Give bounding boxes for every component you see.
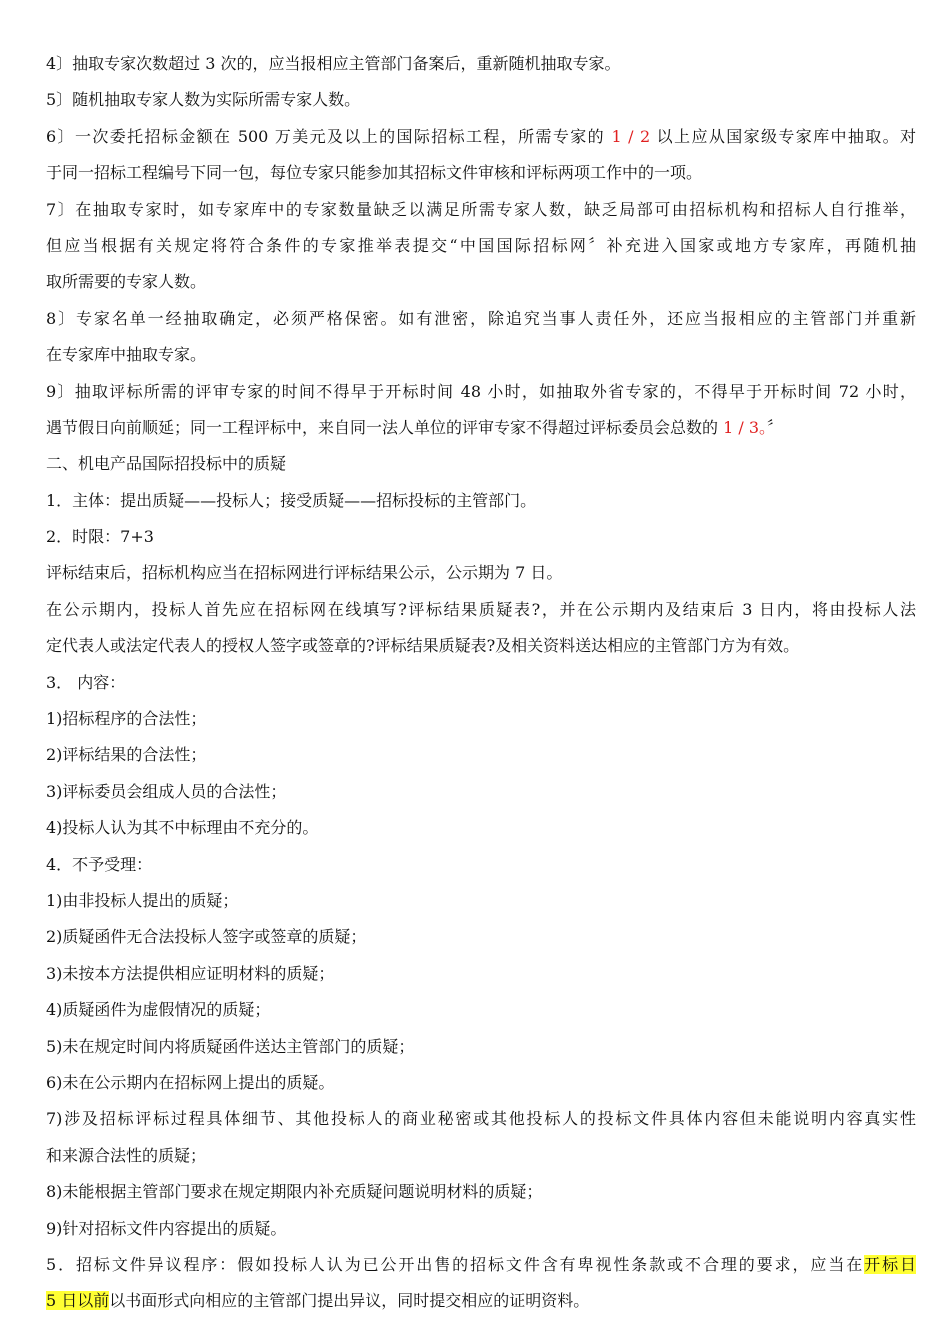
text-segment: 3)评标委员会组成人员的合法性； [46,781,287,801]
text-segment: 〞 [767,417,784,437]
text-line [46,555,916,591]
text-line [46,1247,916,1283]
text-segment: 1)由非投标人提出的质疑； [46,890,239,910]
text-segment: 定代表人或法定代表人的授权人签字或签章的?评标结果质疑表?及相关资料送达相应的主管部门方为有效。 [46,636,800,656]
text-segment: 取所需要的专家人数。 [46,272,207,292]
text-segment: 二、机电产品国际招投标中的质疑 [46,454,287,474]
text-line [46,919,916,955]
text-segment: 4．不予受理： [46,854,153,874]
text-line [46,883,916,919]
text-line [46,301,916,337]
text-line [46,956,916,992]
text-line [46,192,916,228]
text-segment: 2．时限：7+3 [46,527,154,547]
text-line [46,774,916,810]
text-line [46,1101,916,1137]
text-line [46,701,916,737]
text-line [46,1211,916,1247]
text-line [46,992,916,1028]
text-line [46,1065,916,1101]
text-segment: 2)质疑函件无合法投标人签字或签章的质疑； [46,927,367,947]
text-segment: 8)未能根据主管部门要求在规定期限内补充质疑问题说明材料的质疑； [46,1182,543,1202]
text-line [46,1029,916,1065]
text-segment: 以上应从国家级专家库中抽取。对 [650,126,917,146]
text-line [46,665,916,701]
text-line [46,519,916,555]
text-line [46,1283,916,1319]
text-line [46,119,916,155]
text-line [46,628,916,664]
text-segment: 7)涉及招标评标过程具体细节、其他投标人的商业秘密或其他投标人的投标文件具体内容但未能说明内容真实性 [46,1109,916,1129]
text-segment: 5)未在规定时间内将质疑函件送达主管部门的质疑； [46,1036,415,1056]
text-line [46,446,916,482]
text-line [46,592,916,628]
highlighted-text: 开标日 [864,1254,916,1274]
text-segment: 9)针对招标文件内容提出的质疑。 [46,1218,287,1238]
text-segment: 6〕一次委托招标金额在 500 万美元及以上的国际招标工程，所需专家的 [46,126,612,146]
text-segment: 遇节假日向前顺延；同一工程评标中，来自同一法人单位的评审专家不得超过评标委员会总数的 [46,417,724,437]
red-fraction-text: 1 / 2 [611,126,651,146]
text-segment: 4〕抽取专家次数超过 3 次的，应当报相应主管部门备案后，重新随机抽取专家。 [46,54,621,73]
text-line [46,155,916,191]
text-segment: 和来源合法性的质疑； [46,1145,207,1165]
text-line [46,847,916,883]
text-line [46,264,916,300]
text-segment: 1．主体：提出质疑——投标人；接受质疑——招标投标的主管部门。 [46,490,537,510]
text-segment: 在专家库中抽取专家。 [46,345,207,365]
text-segment: 评标结束后，招标机构应当在招标网进行评标结果公示，公示期为 7 日。 [46,563,563,583]
text-segment: 3)未按本方法提供相应证明材料的质疑； [46,963,335,983]
text-line [46,483,916,519]
text-segment: 9〕抽取评标所需的评审专家的时间不得早于开标时间 48 小时，如抽取外省专家的，不得早于开标时间 72 小时， [46,381,916,401]
text-line [46,228,916,264]
text-segment: 但应当根据有关规定将符合条件的专家推举表提交“中国国际招标网〞补充进入国家或地方专家库，再随机抽 [46,235,916,255]
text-segment: 1)招标程序的合法性； [46,709,207,729]
text-segment: 以书面形式向相应的主管部门提出异议，同时提交相应的证明资料。 [109,1291,590,1311]
text-segment: 5．招标文件异议程序：假如投标人认为已公开出售的招标文件含有卑视性条款或不合理的要求，应当在 [46,1254,865,1274]
text-segment: 7〕在抽取专家时，如专家库中的专家数量缺乏以满足所需专家人数，缺乏局部可由招标机构和招标人自行推举， [46,199,916,219]
text-line [46,46,916,82]
text-line [46,1138,916,1174]
text-line [46,1174,916,1210]
text-segment: 2)评标结果的合法性； [46,745,207,765]
text-segment: 4)质疑函件为虚假情况的质疑； [46,1000,271,1020]
highlighted-text: 5 日以前 [46,1291,110,1311]
text-segment: 在公示期内，投标人首先应在招标网在线填写?评标结果质疑表?，并在公示期内及结束后 3 日内，将由投标人法 [46,599,916,619]
document-page [46,46,916,1320]
text-segment: 8〕专家名单一经抽取确定，必须严格保密。如有泄密，除追究当事人责任外，还应当报相应的主管部门并重新 [46,308,916,328]
text-line [46,82,916,118]
text-segment: 于同一招标工程编号下同一包，每位专家只能参加其招标文件审核和评标两项工作中的一项。 [46,163,703,183]
text-segment: 4)投标人认为其不中标理由不充分的。 [46,818,319,838]
text-line [46,810,916,846]
red-fraction-text: 1 / 3。 [723,417,768,437]
text-segment: 6)未在公示期内在招标网上提出的质疑。 [46,1072,335,1092]
text-line [46,737,916,773]
text-line [46,337,916,373]
text-line [46,374,916,410]
text-segment: 5〕随机抽取专家人数为实际所需专家人数。 [46,90,361,110]
text-line [46,410,916,446]
text-segment: 3． 内容： [46,672,126,692]
